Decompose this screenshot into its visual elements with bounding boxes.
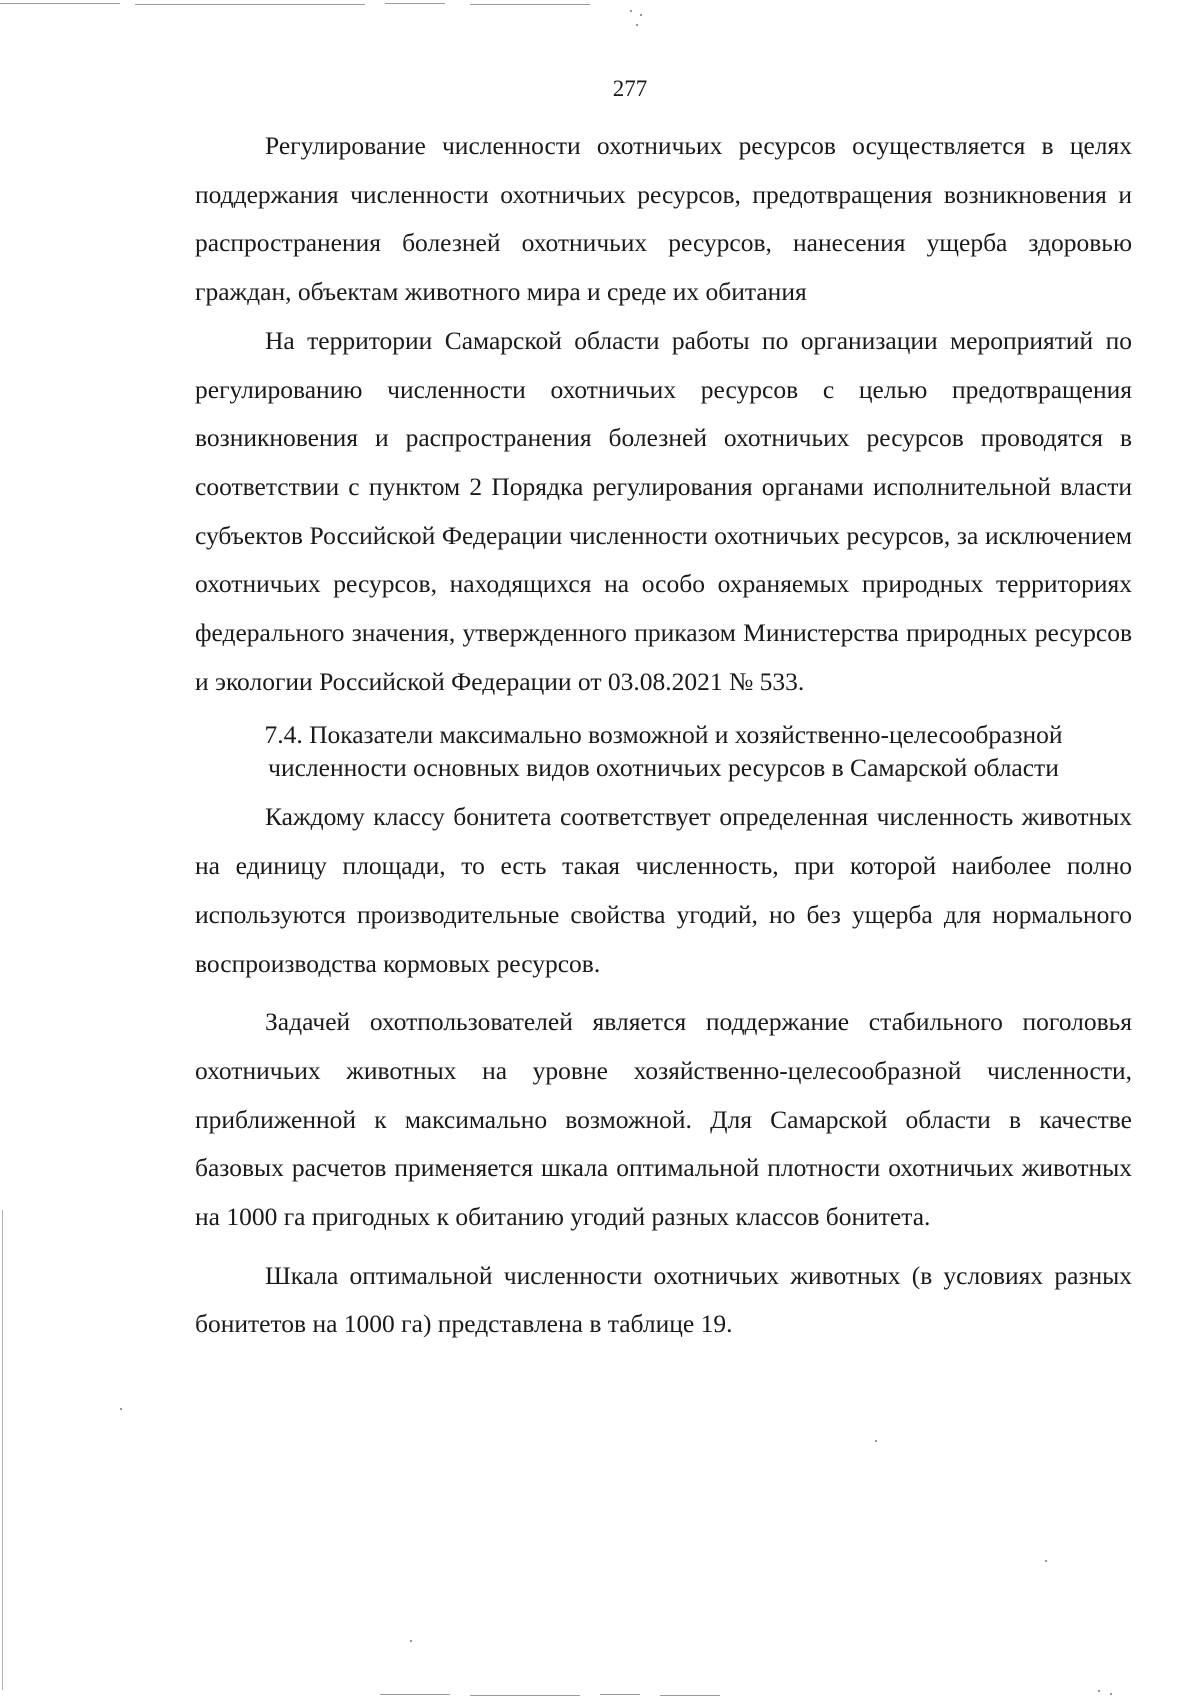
scan-speck — [410, 1640, 412, 1642]
scan-artifact-line — [385, 3, 445, 4]
scan-speck — [636, 24, 638, 26]
scan-artifact-line — [0, 3, 120, 4]
scan-artifact-line — [600, 1694, 640, 1695]
section-heading — [195, 718, 1132, 793]
scan-artifact-line — [660, 1695, 720, 1696]
paragraph-gap — [195, 1242, 1132, 1252]
page-number: 277 — [612, 76, 648, 101]
section-heading-line: численности основных видов охотничьих ресурсов в Самарской области — [268, 753, 1059, 783]
scan-speck — [1098, 1690, 1100, 1692]
paragraph: Каждому классу бонитета соответствует определенная численность животных на единицу площади, то есть такая численность, при которой наиболее полно используются производительные свойства угодий, но без ущерба для нормального воспроизводства кормовых ресурсов. — [195, 802, 1132, 978]
scan-artifact-line — [135, 4, 365, 5]
scan-artifact-line — [470, 1695, 580, 1696]
scan-speck — [1110, 1693, 1112, 1695]
scan-left-edge — [2, 1210, 3, 1690]
scan-speck — [630, 10, 632, 12]
paragraph: Шкала оптимальной численности охотничьих животных (в условиях разных бонитетов на 1000 га) представлена в таблице 19. — [195, 1260, 1132, 1339]
paragraph: На территории Самарской области работы по организации мероприятий по регулированию численности охотничьих ресурсов с целью предотвращения возникновения и распространения болезней охотничьих ресурсов проводятся в соответствии с пунктом 2 Порядка регулирования органами исполнительной власти субъектов Российской Федерации численности охотничьих ресурсов, за исключением охотничьих ресурсов, находящихся на особо охраняемых природных территориях федерального значения, утвержденного приказом Министерства природных ресурсов и экологии Российской Федерации от 03.08.2021 № 533. — [195, 325, 1132, 696]
paragraph: Регулирование численности охотничьих ресурсов осуществляется в целях поддержания численности охотничьих ресурсов, предотвращения возникновения и распространения болезней охотничьих ресурсов, нанесения ущерба здоровью граждан, объектам животного мира и среде их обитания — [195, 131, 1132, 307]
scan-speck — [640, 14, 642, 16]
scan-artifact-line — [380, 1694, 450, 1695]
paragraph: Задачей охотпользователей является поддержание стабильного поголовья охотничьих животных на уровне хозяйственно-целесообразной численности, приближенной к максимально возможной. Для Самарской области в качестве базовых расчетов применяется шкала оптимальной плотности охотничьих животных на 1000 га пригодных к обитанию угодий разных классов бонитета. — [195, 1007, 1132, 1232]
section-heading-line: 7.4. Показатели максимально возможной и хозяйственно-целесообразной — [264, 720, 1063, 750]
paragraph-gap — [195, 988, 1132, 998]
scan-speck — [120, 1408, 122, 1410]
scan-speck — [1045, 1560, 1047, 1562]
scan-speck — [875, 1440, 877, 1442]
scan-artifact-line — [470, 4, 590, 5]
document-body — [195, 122, 1132, 1349]
